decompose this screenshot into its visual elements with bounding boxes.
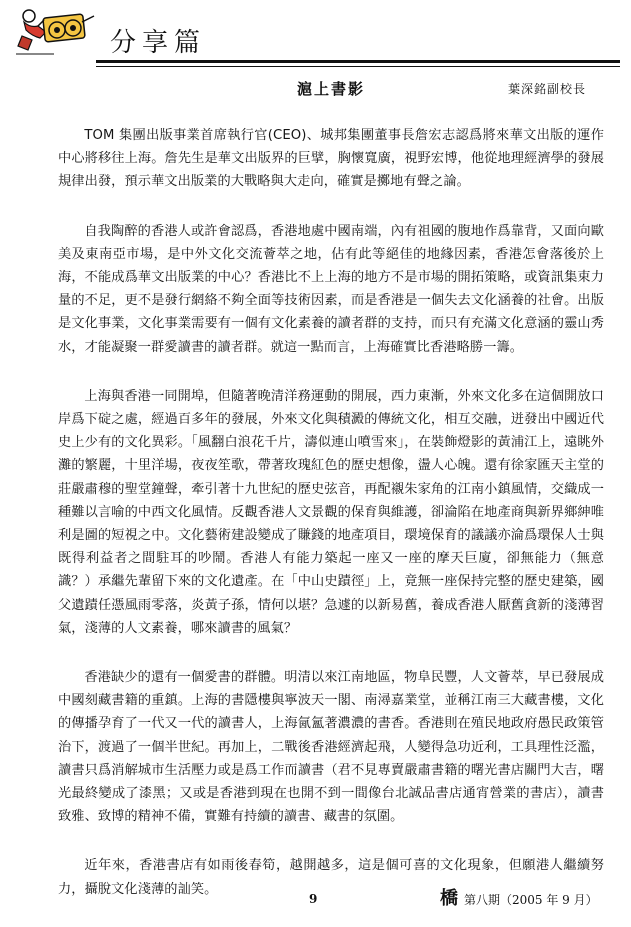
article-author: 葉深銘副校長 bbox=[508, 82, 587, 96]
page-number: 9 bbox=[309, 892, 318, 906]
article-title: 滬上書影 bbox=[297, 80, 366, 98]
paragraph: TOM 集團出版事業首席執行官(CEO)、城邦集團董事長詹宏志認爲將來華文出版的運作中心將移往上海。詹先生是華文出版界的巨擘，胸懷寬廣，視野宏博，他從地理經濟學的發展規律出發，預示華文出版業的大戰略與大走向，確實是擲地有聲之論。 bbox=[58, 128, 604, 190]
issue-label: 第八期（2005 年 9 月） bbox=[464, 893, 598, 907]
article-body bbox=[58, 124, 604, 927]
paragraph: 上海與香港一同開埠，但隨著晚清洋務運動的開展，西力東漸，外來文化多在這個開放口岸爲下碇之處，經過百多年的發展，外來文化與積澱的傳統文化，相互交融，迸發出中國近代史上少有的文化異彩。「風翻白浪花千片，濤似連山噴雪來」，在裝飾燈影的黃浦江上，遠眺外灘的繁麗，十里洋場，夜夜笙歌，帶著玫瑰紅色的歷史想像，盪人心魄。還有徐家匯天主堂的莊嚴肅穆的聖堂鐘聲，牽引著十九世紀的歷史弦音，再配襯朱家角的江南小鎮風情，交織成一種難以言喻的中西文化風情。反觀香港人文景觀的保育與維護，卻淪陷在地產商與新界鄉紳唯利是圖的短視之中。文化藝術建設變成了賺錢的地產項目，環境保育的議議亦淪爲環保人士與既得利益者之間駐耳的吵鬧。香港人有能力築起一座又一座的摩天巨廈，卻無能力（無意識？）承繼先輩留下來的文化遺產。在「中山史蹟徑」上，竟無一座保持完整的歷史建築，國父遺蹟任憑風雨零落，炎黃子孫，情何以堪？急遽的以新易舊，養成香港人厭舊貪新的淺薄習氣，淺薄的人文素養，哪來讀書的風氣？ bbox=[58, 388, 604, 636]
journal-glyph: 橋 bbox=[440, 888, 458, 909]
paragraph: 近年來，香港書店有如雨後春筍，越開越多，這是個可喜的文化現象，但願港人繼續努力，攝脫文化淺薄的訕笑。 bbox=[58, 858, 604, 897]
paragraph: 香港缺少的還有一個愛書的群體。明清以來江南地區，物阜民豐，人文薈萃，早已發展成中國刻藏書籍的重鎮。上海的書隱樓與寧波天一閣、南潯嘉業堂，並稱江南三大藏書樓，文化的傳播孕育了一代又一代的讀書人，上海氤氳著濃濃的書香。香港則在殖民地政府愚民政策管治下，渡過了一個半世紀。再加上，二戰後香港經濟起飛，人變得急功近利，工具理性泛濫，讀書只爲消解城市生活壓力或是爲工作而讀書（君不見專賣嚴肅書籍的曙光書店關門大吉，曙光最終變成了漆黑；又或是香港到現在也開不到一間像台北誠品書店通宵營業的書店），讀書致雅、致博的精神不備，實難有持續的讀書、藏書的氛圍。 bbox=[58, 670, 604, 825]
reader-with-book-logo bbox=[14, 6, 100, 60]
header-divider bbox=[96, 60, 620, 68]
issue-info bbox=[440, 884, 598, 910]
paragraph: 自我陶醉的香港人或許會認爲，香港地處中國南端，內有祖國的腹地作爲靠背，又面向歐美及東南亞市場，是中外文化交流薈萃之地，佔有此等絕佳的地緣因素，香港怎會落後於上海，不能成爲華文出版業的中心？香港比不上上海的地方不是市場的開拓策略，或資訊集束力量的不足，更不是發行網絡不夠全面等技術因素，而是香港是一個失去文化涵養的社會。出版是文化事業，文化事業需要有一個有文化素養的讀者群的支持，而只有充滿文化意涵的靈山秀水，才能凝聚一群愛讀書的讀者群。就這一點而言，上海確實比香港略勝一籌。 bbox=[58, 223, 604, 355]
section-title: 分享篇 bbox=[110, 28, 207, 58]
